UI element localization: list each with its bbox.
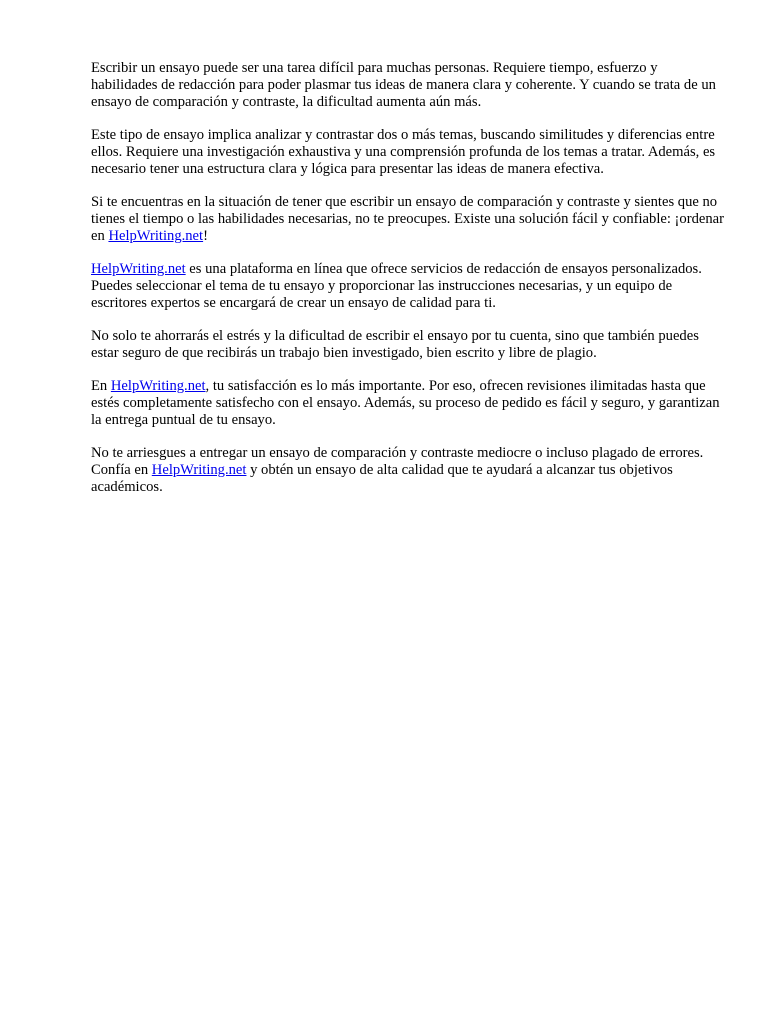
paragraph-essay-type: [91, 127, 727, 178]
paragraph-text: Escribir un ensayo puede ser una tarea difícil para muchas personas. Requiere tiempo, esfuerzo y habilidades de redacción para poder plasmar tus ideas de manera clara y coherente. Y cuando se trata de un ensayo de comparación y contraste, la dificultad aumenta aún más.: [91, 60, 716, 110]
paragraph-text: Este tipo de ensayo implica analizar y contrastar dos o más temas, buscando similitudes y diferencias entre ellos. Requiere una investigación exhaustiva y una comprensión profunda de los temas a tratar. Además, es necesario tener una estructura clara y lógica para presentar las ideas de manera efectiva.: [91, 127, 716, 177]
paragraph-text-before: En: [91, 378, 111, 394]
paragraph-text: No solo te ahorrarás el estrés y la dificultad de escribir el ensayo por tu cuenta, sino que también puedes estar seguro de que recibirás un trabajo bien investigado, bien escrito y libre de plagio.: [91, 328, 699, 361]
paragraph-benefits: [91, 328, 727, 362]
paragraph-platform: [91, 261, 727, 312]
paragraph-closing: [91, 445, 727, 496]
helpwriting-link[interactable]: HelpWriting.net: [110, 378, 206, 394]
paragraph-text-after: !: [203, 228, 208, 244]
document-body: [91, 60, 727, 512]
paragraph-intro: [91, 60, 727, 111]
paragraph-text-after: es una plataforma en línea que ofrece servicios de redacción de ensayos personalizados. Puedes seleccionar el tema de tu ensayo y proporcionar las instrucciones necesarias, y un equipo de escritores expertos se encargará de crear un ensayo de calidad para ti.: [91, 261, 702, 311]
paragraph-text-before: No te arriesgues a entregar un ensayo de comparación y contraste mediocre o incluso plagado de errores. Confía en: [91, 445, 704, 478]
helpwriting-link[interactable]: HelpWriting.net: [151, 462, 247, 478]
helpwriting-link[interactable]: HelpWriting.net: [108, 228, 204, 244]
paragraph-solution: [91, 194, 727, 245]
paragraph-text-after: y obtén un ensayo de alta calidad que te ayudará a alcanzar tus objetivos académicos.: [91, 462, 673, 495]
paragraph-text-before: Si te encuentras en la situación de tener que escribir un ensayo de comparación y contraste y sientes que no tienes el tiempo o las habilidades necesarias, no te preocupes. Existe una solución fácil y confiable: ¡ordenar en: [91, 194, 724, 244]
paragraph-satisfaction: [91, 378, 727, 429]
helpwriting-link[interactable]: HelpWriting.net: [91, 261, 186, 277]
paragraph-text-after: , tu satisfacción es lo más importante. Por eso, ofrecen revisiones ilimitadas hasta que estés completamente satisfecho con el ensayo. Además, su proceso de pedido es fácil y seguro, y garantizan la entrega puntual de tu ensayo.: [91, 378, 720, 428]
